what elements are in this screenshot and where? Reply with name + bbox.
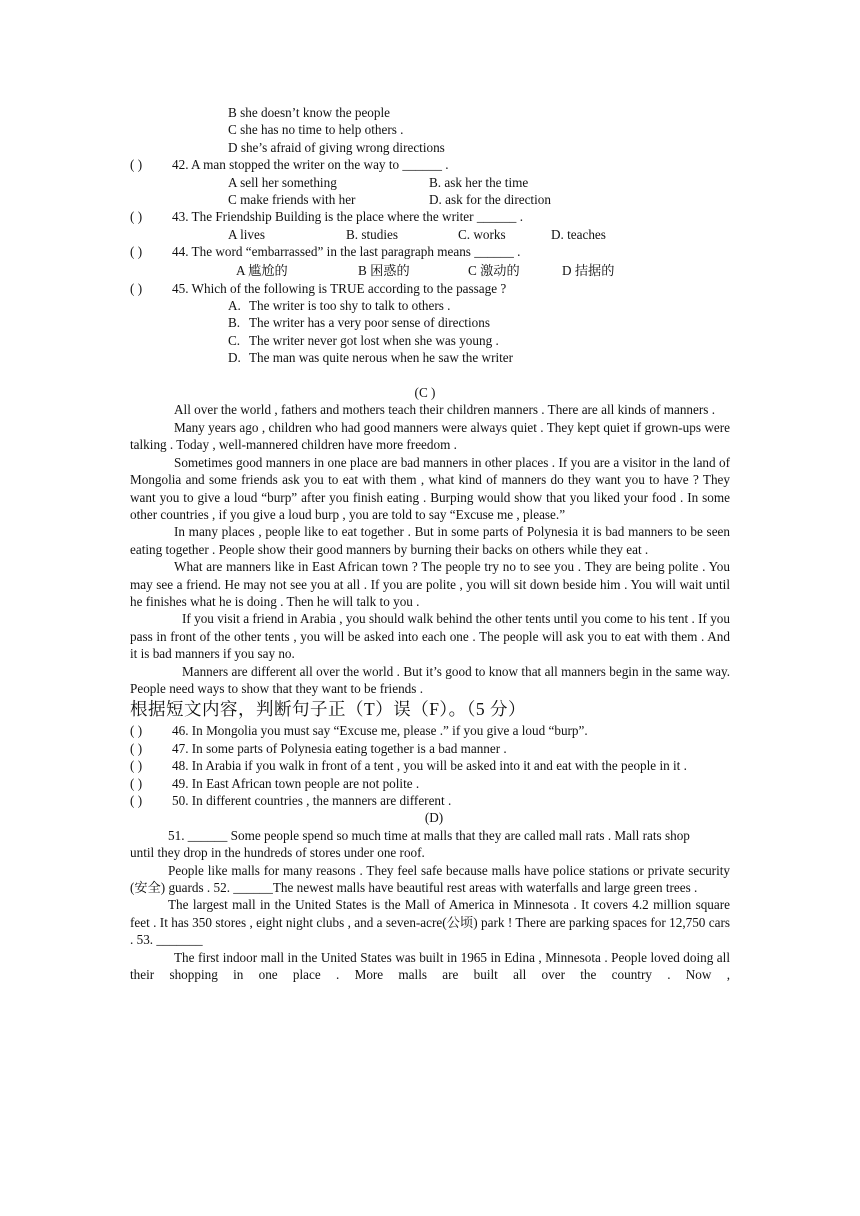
question-44 [130,243,730,260]
passage-paragraph-51-cont: until they drop in the hundreds of stores under one roof. [130,845,425,861]
option-b: B. ask her the time [429,174,529,190]
question-stem: 46. In Mongolia you must say “Excuse me, please .” if you give a loud “burp”. [172,723,588,739]
option-c: C. works [458,226,506,242]
answer-blank[interactable]: ( ) [130,244,143,260]
question-stem: 48. In Arabia if you walk in front of a tent , you will be asked into it and eat with the people in it . [172,758,687,774]
option-a: A sell her something [228,174,337,190]
option-a: A 尴尬的 [236,262,288,278]
option-c: C 激动的 [468,262,520,278]
option-a: A lives [228,226,265,242]
question-46 [130,722,730,739]
question-stem: 49. In East African town people are not polite . [172,775,420,791]
passage-paragraph-53: The largest mall in the United States is the Mall of America in Minnesota . It covers 4.2 million square feet . It has 350 stores , eight night clubs , and a seven-acre(公顷) park ! There are parking spaces for 12,750 cars . 53. _______ [130,897,730,948]
answer-blank[interactable]: ( ) [130,157,143,173]
question-stem: 42. A man stopped the writer on the way to ______ . [172,157,449,173]
option-d: D 拮据的 [562,262,615,278]
answer-blank[interactable]: ( ) [130,280,143,296]
question-stem: 44. The word “embarrassed” in the last paragraph means ______ . [172,244,521,260]
passage-paragraph: If you visit a friend in Arabia , you should walk behind the other tents until you come to his tent . If you pass in front of the other tents , you will be asked into each one . The people will ask you to eat with them . And it is bad manners if you say no. [130,611,730,662]
passage-paragraph: Many years ago , children who had good manners were always quiet . They kept quiet if grown-ups were talking . Today , well-mannered children have more freedom . [130,419,730,453]
q45-option-b [130,314,730,331]
option-key: A. [228,298,241,314]
q41-option-b: B she doesn’t know the people [228,105,391,120]
option-text: The writer is too shy to talk to others . [249,298,451,314]
question-45 [130,280,730,297]
q45-option-d [130,349,730,366]
question-50 [130,792,730,809]
option-b: B 困惑的 [358,262,410,278]
q45-option-a [130,297,730,314]
section-c-title: (C ) [414,385,436,401]
option-d: D. ask for the direction [429,192,551,208]
question-42 [130,156,730,173]
option-text: The writer has a very poor sense of directions [249,315,490,331]
passage-paragraph: In many places , people like to eat together . But in some parts of Polynesia it is bad manners to be seen eating together . People show their good manners by burning their backs on others while they eat . [130,524,730,557]
q41-option-d: D she’s afraid of giving wrong directions [228,139,445,155]
answer-blank[interactable]: ( ) [130,758,143,774]
passage-paragraph: Sometimes good manners in one place are bad manners in other places . If you are a visitor in the land of Mongolia and some friends ask you to eat with them , what kind of manners do they want you to have ? They want you to give a loud “burp” after you finish eating . Burping would show that you liked your food . In some other countries , if you give a loud burp , you are told to say “Excuse me , please.” [130,454,730,522]
option-key: B. [228,315,241,331]
option-key: D. [228,350,241,366]
question-47 [130,740,730,757]
true-false-instruction: 根据短文内容，判断句子正（T）误（F）。（5 分） [130,699,527,720]
option-key: C. [228,332,241,348]
answer-blank[interactable]: ( ) [130,740,143,756]
passage-paragraph: All over the world , fathers and mothers teach their children manners . There are all kinds of manners . [174,402,715,418]
worksheet-page [130,104,730,983]
answer-blank[interactable]: ( ) [130,793,143,809]
question-stem: 47. In some parts of Polynesia eating together is a bad manner . [172,740,507,756]
q42-options-row2 [130,191,730,208]
section-d-title: (D) [424,810,444,826]
spacer [130,367,730,384]
passage-paragraph-52: People like malls for many reasons . They feel safe because malls have police stations or private security (安全) guards . 52. ______The newest malls have beautiful rest areas with waterfalls and large green trees . [130,862,730,896]
question-stem: 45. Which of the following is TRUE according to the passage ? [172,280,507,296]
option-text: The man was quite nerous when he saw the writer [249,350,514,366]
option-b: B. studies [346,226,399,242]
q41-option-c: C she has no time to help others . [228,122,404,138]
question-stem: 43. The Friendship Building is the place where the writer ______ . [172,209,523,225]
question-43 [130,208,730,225]
option-c: C make friends with her [228,192,356,208]
q43-options [130,226,730,243]
q44-options [130,261,730,280]
q45-option-c [130,332,730,349]
passage-paragraph-54: The first indoor mall in the United States was built in 1965 in Edina , Minnesota . People loved doing all their shopping in one place . More malls are built all over the country . Now , [130,949,730,983]
question-stem: 50. In different countries , the manners are different . [172,793,452,809]
answer-blank[interactable]: ( ) [130,723,143,739]
passage-paragraph: Manners are different all over the world . But it’s good to know that all manners begin in the same way. People need ways to show that they want to be friends . [130,663,730,696]
passage-paragraph: What are manners like in East African town ? The people try no to see you . They are being polite . You may see a friend. He may not see you at all . If you are polite , you will sit down beside him . You will wait until he finishes what he is doing . Then he will talk to you . [130,559,730,609]
q42-options-row1 [130,174,730,191]
answer-blank[interactable]: ( ) [130,775,143,791]
answer-blank[interactable]: ( ) [130,209,143,225]
option-text: The writer never got lost when she was young . [249,332,499,348]
passage-paragraph-51: 51. ______ Some people spend so much time at malls that they are called mall rats . Mall rats shop [168,827,690,843]
question-49 [130,775,730,792]
option-d: D. teaches [551,226,606,242]
question-48 [130,757,730,774]
